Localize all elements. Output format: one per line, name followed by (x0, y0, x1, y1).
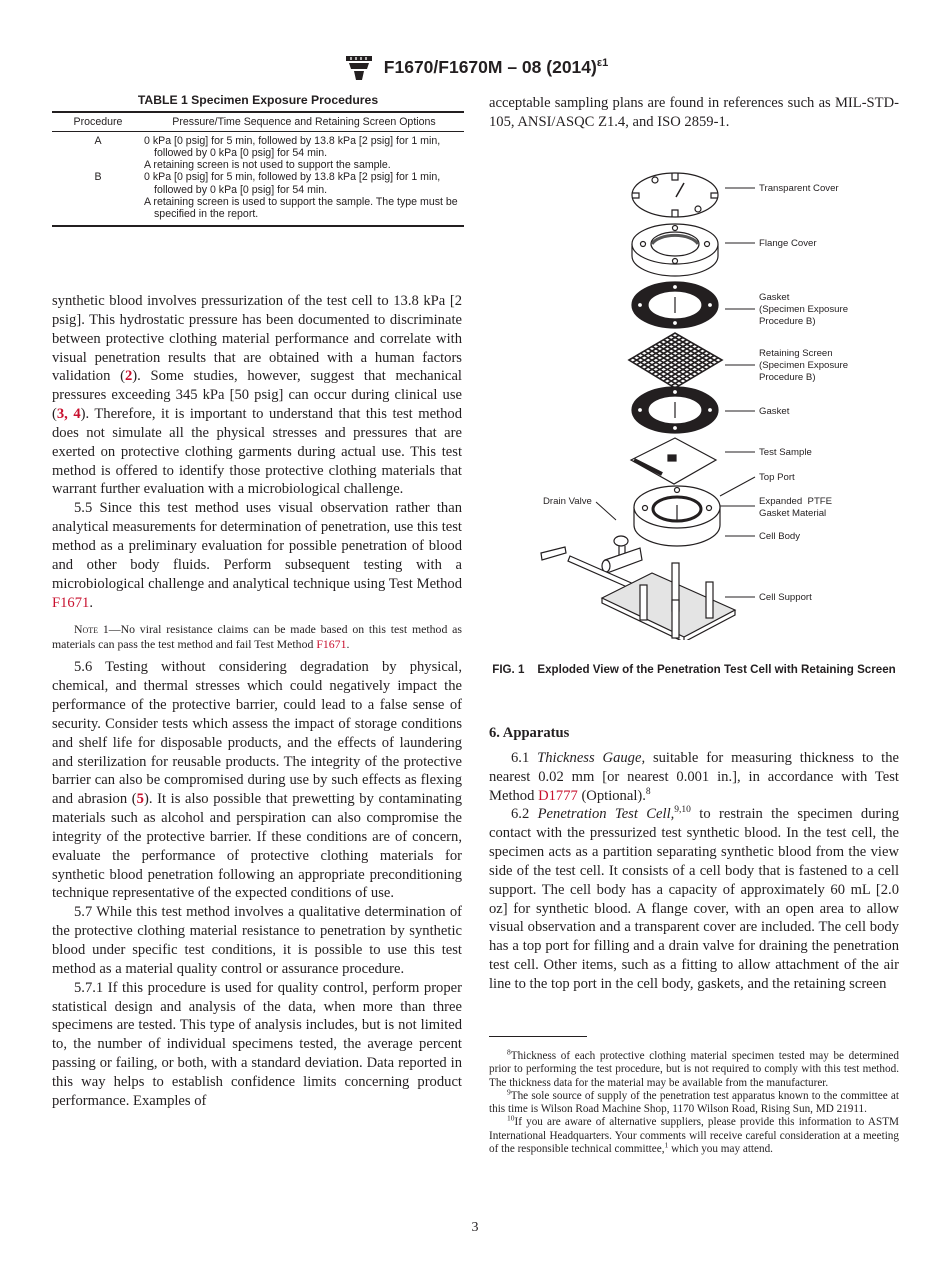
table-1 (52, 94, 464, 227)
gasket-drawing (632, 387, 718, 433)
label-gasket-material: Gasket Material (759, 508, 827, 519)
section-heading (489, 724, 899, 743)
gasket-b-drawing (632, 282, 718, 328)
text-segment: suitable for measuring thickness to the nearest 0.02 mm [or nearest 0.001 in.], in accordance with Test Method (489, 749, 899, 804)
footnote-number: 8 (507, 1047, 511, 1057)
designation-text: F1670/F1670M – 08 (2014) (383, 56, 597, 77)
footnote-reference: 9,10 (674, 805, 691, 816)
exposure-procedures-table (52, 111, 464, 226)
footnote-number: 9 (507, 1087, 511, 1097)
epsilon-superscript: ε1 (596, 56, 609, 69)
column-header-procedure: Procedure (52, 112, 144, 131)
text-segment: to restrain the specimen during contact with the pressurized test synthetic blood. In the test cell, the specimen acts as a partition separating synthetic blood from the view side of the test cell. It consists of a cell body that is fastened to a cell support. The cell body has a capacity of approximately 60 mL [2.0 oz] for synthetic blood. A flange cover, with an open area to allow visual observation and a transparent cover are included. The cell body has a top port for filling and a drain valve for draining the penetration test cell. Other items, such as a fitting to allow attachment of the air line to the top port in the cell body, gaskets, and the retaining screen (489, 806, 900, 992)
document-designation (384, 57, 608, 78)
standard-link[interactable]: F1671 (316, 637, 347, 652)
page-number: 3 (471, 1220, 479, 1235)
text-segment: ). Some studies, however, suggest that mechanical pressures exceeding 345 kPa [50 psig] can occur during clinical use ( (52, 368, 462, 423)
retaining-screen-drawing (629, 333, 722, 388)
footnote-reference: 8 (645, 786, 651, 797)
procedure-cell: B (52, 171, 144, 225)
label-gasket: Gasket (759, 406, 790, 417)
figure-caption (489, 662, 899, 677)
text-segment: (Optional). (577, 787, 646, 804)
text-segment: 6. Apparatus (489, 725, 570, 741)
table-row (52, 131, 464, 171)
text-segment: 6.1 (511, 749, 538, 766)
footnote-divider (489, 1036, 587, 1037)
footnote-text: The sole source of supply of the penetration test apparatus known to the committee at this time is Wilson Road Machine Shop, 1170 Wilson Road, Rising Sun, MD 21911. (489, 1089, 899, 1116)
note (52, 622, 462, 652)
cell-body-drawing (634, 486, 720, 546)
label-gasket-b-line3: Procedure B) (759, 316, 816, 327)
figure-1-exploded-view (530, 160, 870, 640)
left-column (52, 292, 462, 1111)
mesh-grid (633, 335, 718, 385)
standard-link[interactable]: D1777 (538, 787, 578, 804)
procedure-cell: A (94, 134, 102, 147)
footnote-9 (489, 1087, 899, 1117)
paragraph (52, 979, 462, 1111)
label-expanded-ptfe: Expanded PTFE (759, 496, 833, 507)
figure-caption-text: Exploded View of the Penetration Test Cell with Retaining Screen (537, 663, 896, 676)
footnote-text: Thickness of each protective clothing material specimen tested may be determined prior to performing the test procedure, but is not required to comply with this test method. The thickness data for the material may be available from the manufacturer. (489, 1050, 899, 1089)
text-segment: ). Therefore, it is important to understand that this test method does not simulate all the physical stresses and pressures that are exerted on protective clothing garments during actual use. This test method is offered to identify those protective clothing materials that warrant further evaluation with a microbiological challenge. (52, 406, 462, 498)
paragraph (52, 658, 462, 903)
footnote-reference: 1 (664, 1140, 669, 1150)
screen-option-text: A retaining screen is not used to support the sample. (144, 159, 391, 172)
cell-support-drawing (602, 563, 735, 640)
sequence-text: 0 kPa [0 psig] for 5 min, followed by 13.8 kPa [2 psig] for 1 min, followed by 0 kPa [0 psig] for 54 min. (144, 134, 441, 159)
text-segment: 5.5 Since this test method uses visual observation rather than analytical measurements for determination of penetration, use this test method as a preliminary evaluation for possible penetration of blood and other body fluids. Perform subsequent testing with a microbiological challenge and analytical technique using Test Method (52, 500, 462, 592)
text-segment: Penetration Test Cell, (537, 806, 675, 823)
footnote-text-tail: which you may attend. (668, 1143, 773, 1156)
footnote-number: 10 (507, 1113, 515, 1123)
label-cell-body: Cell Body (759, 531, 801, 542)
label-retaining-screen-line3: Procedure B) (759, 372, 816, 383)
text-segment: . (346, 637, 350, 652)
label-gasket-b: Gasket (759, 292, 790, 303)
test-sample-drawing (631, 438, 716, 484)
text-segment: acceptable sampling plans are found in references such as MIL-STD-105, ANSI/ASQC Z1.4, and ISO 2859-1. (489, 95, 899, 130)
footnote-8 (489, 1047, 899, 1090)
screen-option-text: A retaining screen is used to support the sample. The type must be specified in the report. (144, 196, 458, 221)
transparent-cover-drawing (632, 173, 718, 217)
table-title: TABLE 1 Specimen Exposure Procedures (137, 93, 379, 107)
paragraph (489, 94, 899, 132)
text-segment: . (89, 594, 93, 611)
label-cell-support: Cell Support (759, 592, 812, 603)
label-flange-cover: Flange Cover (759, 238, 817, 249)
right-column (489, 724, 899, 994)
text-segment: Note 1 (74, 622, 109, 637)
text-segment: 6.2 (511, 806, 538, 823)
paragraph (52, 292, 462, 499)
flange-cover-drawing (632, 224, 718, 276)
table-row (52, 171, 464, 225)
text-segment: 5.7 While this test method involves a qualitative determination of the protective clothing material resistance to penetration by synthetic blood under specific test conditions, it is possible to use this test method as a material quality control or assurance procedure. (52, 904, 462, 977)
reference-link[interactable]: 3, 4 (56, 406, 81, 423)
paragraph (52, 499, 462, 612)
astm-logo-icon (342, 52, 376, 82)
paragraph (489, 749, 899, 806)
text-segment: synthetic blood involves pressurization of the test cell to 13.8 kPa [2 psig]. This hydrostatic pressure has been documented to discriminate between protective clothing material performance and correlate with visual penetration results that are obtained with a human factors validation ( (52, 293, 462, 385)
footnote-10 (489, 1113, 899, 1156)
standard-link[interactable]: F1671 (52, 594, 90, 611)
label-test-sample: Test Sample (759, 447, 812, 458)
paragraph (52, 903, 462, 978)
text-segment: ). It is also possible that prewetting by contaminating materials such as alcohol and perspiration can also compromise the integrity of the protective barrier. If these conditions are of concern, evaluate the performance of protective clothing materials for synthetic blood penetration following an appropriate preconditioning technique representative of the expected conditions of use. (52, 791, 463, 902)
footnotes (489, 1036, 899, 1156)
text-segment: Thickness Gauge, (537, 749, 646, 766)
footnote-text: If you are aware of alternative suppliers, please provide this information to ASTM International Headquarters. Your comments will receive careful consideration at a meeting of the responsible technical committee, (489, 1116, 899, 1156)
label-gasket-b-line2: (Specimen Exposure (759, 304, 849, 315)
reference-link[interactable]: 5 (136, 791, 144, 808)
drain-valve-drawing (541, 536, 642, 590)
label-transparent-cover: Transparent Cover (759, 183, 839, 194)
text-segment: 5.6 Testing without considering degradation by physical, chemical, and thermal stresses which could negatively impact the performance of the protective barrier, could lead to a false sense of security. Consider tests which assess the impact of storage conditions and shelf life for disposable products, and the effects of laundering and sterilization for reusable products. The integrity of the protective barrier can also be compromised during use by such effects as flexing and abrasion ( (52, 659, 462, 808)
paragraph (489, 805, 899, 993)
label-retaining-screen: Retaining Screen (759, 348, 833, 359)
text-segment: —No viral resistance claims can be made based on this test method as materials can pass the test method and fail Test Method (52, 622, 462, 652)
label-retaining-screen-line2: (Specimen Exposure (759, 360, 849, 371)
sequence-text: 0 kPa [0 psig] for 5 min, followed by 13.8 kPa [2 psig] for 1 min, followed by 0 kPa [0 psig] for 54 min. (144, 171, 441, 196)
right-column-top (489, 94, 899, 132)
label-drain-valve: Drain Valve (543, 496, 592, 507)
page-header (0, 52, 950, 87)
column-header-sequence: Pressure/Time Sequence and Retaining Screen Options (144, 112, 464, 131)
text-segment: 5.7.1 If this procedure is used for quality control, perform proper statistical design and analysis of the data, when more than three specimens are tested. This type of analysis includes, but is not limited to, the number of individual specimens tested, the average percent passing or failing, or both, with a standard deviation. Data reported in this way helps to establish confidence limits concerning product performance. Examples of (52, 979, 462, 1109)
figure-caption-label: FIG. 1 (492, 663, 525, 676)
reference-link[interactable]: 2 (124, 368, 133, 385)
label-top-port: Top Port (759, 472, 795, 483)
